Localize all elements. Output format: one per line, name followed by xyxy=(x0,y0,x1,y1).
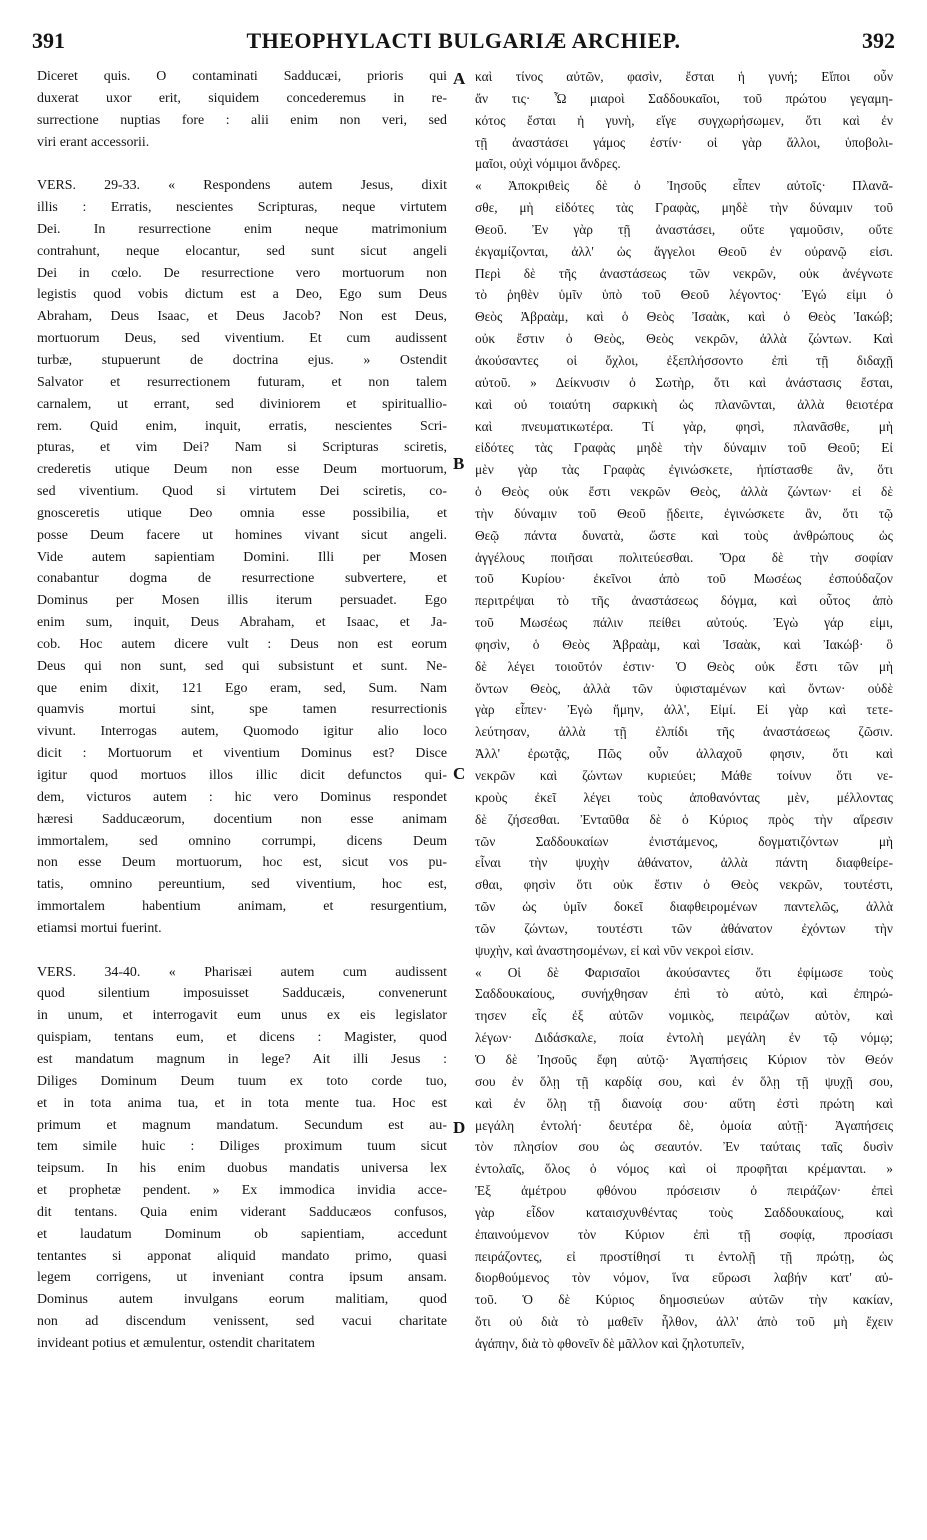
greek-line: ἐντολαῖς, ὅλος ὁ νόμος καὶ οἱ προφῆται κρέμανται. » xyxy=(475,1161,893,1177)
greek-line: κότος ἔσται ἡ γυνὴ, εἴγε συγχωρήσωμεν, ὅτι καὶ ἐν xyxy=(475,112,893,128)
latin-line: Dominus autem invulgans eorum malitiam, quod xyxy=(37,1292,447,1308)
latin-gap xyxy=(37,153,447,175)
greek-line: ἀκούσαντες οἱ ὄχλοι, ἐξεπλήσσοντο ἐπὶ τῇ διδαχῇ xyxy=(475,352,893,368)
greek-line: τὸ ῥηθὲν ὑμῖν ὑπὸ τοῦ Θεοῦ λέγοντος· Ἐγώ εἰμι ὁ xyxy=(475,287,893,303)
latin-line: illis : Erratis, nescientes Scripturas, neque virtutem xyxy=(37,200,447,216)
latin-line: sed viventium. Quod si virtutem Dei sciretis, co- xyxy=(37,484,447,500)
latin-line: quod silentium imposuisset Sadducæis, convenerunt xyxy=(37,986,447,1002)
latin-line: Salvator et resurrectionem futuram, et non talem xyxy=(37,374,447,390)
greek-line: τὸν πλησίον σου ὡς σεαυτόν. Ἐν ταύταις ταῖς δυσὶν xyxy=(475,1139,893,1155)
latin-line: viri erant accessorii. xyxy=(37,134,150,150)
latin-line: dit tentans. Quia enim viderant Sadducæos confusos, xyxy=(37,1204,447,1220)
latin-line: invideant potius et æmulentur, ostendit charitatem xyxy=(37,1335,315,1351)
greek-line: Ἀλλ' ἐρωτᾷς, Πῶς οὖν ἀλλαχοῦ φησιν, ὅτι καὶ xyxy=(475,746,893,762)
greek-line: μὲν γὰρ τὰς Γραφὰς ἐγινώσκετε, ἠπίστασθε ἂν, ὅτι xyxy=(475,462,893,478)
greek-line: « Ἀποκριθεὶς δὲ ὁ Ἰησοῦς εἶπεν αὐτοῖς· Πλανᾶ- xyxy=(475,178,893,194)
greek-line: ὅτι οὐ διὰ τὸ μαθεῖν ἦλθον, ἀλλ' ἀπὸ τοῦ μὴ ἔχειν xyxy=(475,1314,893,1330)
latin-line: Dominus per Mosen illis iterum persuadet. Ego xyxy=(37,593,447,609)
latin-line: cob. Hoc autem dicere vult : Deus non est eorum xyxy=(37,636,447,652)
latin-line: carnalem, ut errant, sed diviniorem et spirituallio- xyxy=(37,396,447,412)
latin-line: pturas, et vim Dei? Nam si Scripturas sciretis, xyxy=(37,440,447,456)
greek-line: τοῦ. Ὁ δὲ Κύριος δημοσιεύων αὐτῶν τὴν κακίαν, xyxy=(475,1292,893,1308)
greek-line: Θεὸς Ἀβραὰμ, καὶ ὁ Θεὸς Ἰσαὰκ, καὶ ὁ Θεὸς Ἰακώβ; xyxy=(475,309,893,325)
greek-line: ψυχὴν, καὶ ἀναστησομένων, εἰ καὶ νῦν νεκροὶ εἰσιν. xyxy=(475,942,754,958)
greek-line: Περὶ δὲ τῆς ἀναστάσεως τῶν νεκρῶν, οὐκ ἀνέγνωτε xyxy=(475,265,893,281)
greek-line: πειράζοντες, εἰ προστίθησί τι ἐντολῇ τῇ πρώτῃ, ὡς xyxy=(475,1248,893,1264)
latin-gap xyxy=(37,940,447,962)
latin-line: non esse Deum mortuorum, hoc est, sicut vos pu- xyxy=(37,855,447,871)
greek-line: σου ἐν ὅλῃ τῇ καρδίᾳ σου, καὶ ἐν ὅλῃ τῇ ψυχῇ σου, xyxy=(475,1073,893,1089)
greek-line: λεύτησαν, ἀλλὰ τῇ ἐλπίδι τῆς ἀναστάσεως ζῶσιν. xyxy=(475,724,893,740)
latin-line: et prophetæ pendent. » Ex immodica invidia acce- xyxy=(37,1183,447,1199)
margin-marker-c: C xyxy=(453,764,466,783)
greek-line: περιτρέψαι τὸ τῆς ἀναστάσεως δόγμα, καὶ οὗτος ἀπὸ xyxy=(475,593,893,609)
latin-line: rem. Quid enim, inquit, erratis, nescientes Scri- xyxy=(37,418,447,434)
greek-line: ἀγάπην, διὰ τὸ φθονεῖν δὲ μᾶλλον καὶ ζηλοτυπεῖν, xyxy=(475,1335,745,1351)
latin-line: conabantur dogma de resurrectione subvertere, et xyxy=(37,571,447,587)
latin-line: crederetis utique Deum non esse Deum mortuorum, xyxy=(37,462,447,478)
latin-line: etiamsi mortui fuerint. xyxy=(37,920,162,936)
latin-line: gnosceretis utique Deo omnia esse possibilia, et xyxy=(37,505,447,521)
latin-line: igitur quod mortuos illos illic dicit defunctos qui- xyxy=(37,768,447,783)
latin-line: primum et magnum mandatum. Secundum est au- xyxy=(37,1117,447,1133)
greek-line: μαῖοι, οὐχὶ νόμιμοι ἄνδρες. xyxy=(475,156,621,172)
margin-marker-b: B xyxy=(453,454,465,473)
greek-line: δὲ ζήσεσθαι. Ἐνταῦθα δὲ ὁ Κύριος πρὸς τὴν αἵρεσιν xyxy=(475,811,893,827)
greek-line: τῶν ὡς ὑμῖν δοκεῖ διαφθειρομένων παντελῶς, ἀλλὰ xyxy=(475,899,893,915)
greek-line: καὶ τίνος αὐτῶν, φασὶν, ἔσται ἡ γυνή; Εἴποι οὖν xyxy=(475,69,893,84)
greek-line: εἰδότες τὰς Γραφὰς μηδὲ τὴν δύναμιν τοῦ Θεοῦ; Εἰ xyxy=(475,440,893,456)
latin-line: et laudatum Dominum ob sapientiam, accedunt xyxy=(37,1226,447,1242)
greek-line: τῇ ἀναστάσει γάμος ἐστίν· οἱ γὰρ ἄλλοι, ὑποβολι- xyxy=(475,134,893,150)
latin-line: Dei in cœlo. De resurrectione vero mortuorum non xyxy=(37,265,447,281)
greek-line: κροὺς ἐκεῖ λέγει τοὺς ἀποθανόντας μὲν, μέλλοντας xyxy=(475,789,893,805)
latin-line: immortalem habentium animam, et resurgentium, xyxy=(37,899,447,915)
latin-line: posse Deum facere ut homines vivant sicut angeli. xyxy=(37,527,447,543)
greek-line: σθαι, φησὶν ὅτι οὐκ ἔστιν ὁ Θεὸς νεκρῶν, τουτέστι, xyxy=(475,877,893,893)
greek-line: ὄντων Θεὸς, ἀλλὰ τῶν ὑφισταμένων καὶ ὄντων· οὐδὲ xyxy=(475,680,893,696)
greek-line: « Οἱ δὲ Φαρισαῖοι ἀκούσαντες ὅτι ἐφίμωσε τοὺς xyxy=(475,964,893,980)
latin-line: Diceret quis. O contaminati Sadducæi, prioris qui xyxy=(37,69,447,84)
greek-line: καὶ οὐ τοιαύτη σαρκικὴ ὡς πλανῶνται, ἀλλὰ θειοτέρα xyxy=(475,396,893,412)
latin-line: que enim dixit, 121 Ego eram, sed, Sum. Nam xyxy=(37,680,447,696)
greek-line: ὁ Θεὸς οὐκ ἔστι νεκρῶν Θεὸς, ἀλλὰ ζώντων· εἰ δὲ xyxy=(475,484,893,500)
greek-line: μεγάλη ἐντολή· δευτέρα δὲ, ὁμοία αὐτῇ· Ἀγαπήσεις xyxy=(475,1117,893,1133)
latin-line: vivunt. Interrogas autem, Quomodo igitur alio loco xyxy=(37,724,447,740)
greek-line: φησὶν, ὁ Θεὸς Ἀβραὰμ, καὶ Ἰσαὰκ, καὶ Ἰακώβ· ὃ xyxy=(475,636,893,652)
latin-line: Diliges Dominum Deum tuum ex toto corde tuo, xyxy=(37,1073,447,1089)
greek-line: Σαδδουκαίους, συνήχθησαν ἐπὶ τὸ αὐτὸ, καὶ ἐπηρώ- xyxy=(475,986,893,1002)
greek-line: ἐπαινούμενον τὸν Κύριον ἐπὶ τῇ σοφίᾳ, προσίασι xyxy=(475,1226,893,1242)
latin-line: legistis quod vobis dictum est a Deo, Ego sum Deus xyxy=(37,287,447,303)
greek-line: τῶν Σαδδουκαίων ἐνιστάμενος, δογματιζόντων μὴ xyxy=(475,833,893,849)
latin-line: Dei. In resurrectione enim neque matrimonium xyxy=(37,221,447,237)
greek-line: καὶ πνευματικωτέρα. Τί γὰρ, φησὶ, πλανᾶσθε, μὴ xyxy=(475,418,893,434)
greek-line: τοῦ Μωσέως πάλιν πείθει αὐτούς. Ἐγὼ γάρ εἰμι, xyxy=(475,615,893,631)
latin-column xyxy=(37,66,447,1355)
latin-line: Deus qui non sunt, sed qui subsistunt et sunt. Ne- xyxy=(37,658,447,674)
page-number-right: 392 xyxy=(862,28,895,53)
greek-line: Ὁ δὲ Ἰησοῦς ἔφη αὐτῷ· Ἀγαπήσεις Κύριον τὸν Θεόν xyxy=(475,1051,893,1067)
running-header xyxy=(32,28,895,60)
latin-line: hæresi Sadducæorum, docentium non esse animam xyxy=(37,811,447,827)
greek-line: νεκρῶν καὶ ζώντων κυριεύει; Μάθε τοίνυν ὅτι νε- xyxy=(475,768,893,783)
margin-marker-a: A xyxy=(453,69,466,88)
latin-line: tem simile huic : Diliges proximum tuum sicut xyxy=(37,1139,447,1155)
latin-line: mortuorum Deus, sed viventium. Et cum audissent xyxy=(37,331,447,347)
latin-line: Vide autem sapientiam Domini. Illi per Mosen xyxy=(37,549,447,565)
latin-line: dicit : Mortuorum et viventium Dominus est? Disce xyxy=(37,746,447,762)
greek-line: Ἐξ ἀμέτρου φθόνου πρόσεισιν ὁ πειράζων· ἐπεὶ xyxy=(475,1183,893,1199)
latin-line: surrectione nuptias fore : alii enim non veri, sed xyxy=(37,112,447,128)
latin-line: contrahunt, neque elocantur, sed sunt sicut angeli xyxy=(37,243,447,259)
greek-line: ἐκγαμίζονται, ἀλλ' ὡς ἄγγελοι Θεοῦ ἐν οὐρανῷ εἰσι. xyxy=(475,243,893,259)
latin-line: et in tota anima tua, et in tota mente tua. Hoc est xyxy=(37,1095,447,1111)
greek-line: οὐκ ἔστιν ὁ Θεὸς, Θεὸς νεκρῶν, ἀλλὰ ζώντων. Καὶ xyxy=(475,331,893,347)
latin-line: quispiam, tentans eum, et dicens : Magister, quod xyxy=(37,1030,447,1046)
latin-line: Abraham, Deus Isaac, et Deus Jacob? Non est Deus, xyxy=(37,309,447,325)
greek-line: τοῦ Κυρίου· ἐκεῖνοι ἀπὸ τοῦ Μωσέως ἐσπούδαζον xyxy=(475,571,893,587)
greek-line: ἄν τις· Ὦ μιαροὶ Σαδδουκαῖοι, τοῦ πρώτου γεγαμη- xyxy=(475,90,893,106)
greek-line: τῶν ζώντων, τουτέστι τῶν ἀθάνατον ἐχόντων τὴν xyxy=(475,920,893,936)
latin-line: VERS. 29-33. « Respondens autem Jesus, dixit xyxy=(37,178,447,194)
running-title: THEOPHYLACTI BULGARIÆ ARCHIEP. xyxy=(246,28,681,53)
latin-line: duxerat uxor erit, siquidem concederemus in re- xyxy=(37,90,447,106)
greek-line: καὶ ἐν ὅλῃ τῇ διανοίᾳ σου· αὕτη ἐστὶ πρώτη καὶ xyxy=(475,1095,893,1111)
latin-line: legem corrigens, ut inveniant contra ipsum ansam. xyxy=(37,1270,447,1286)
latin-line: VERS. 34-40. « Pharisæi autem cum audissent xyxy=(37,964,447,980)
latin-line: non ad discendum venissent, sed vacui charitate xyxy=(37,1314,447,1330)
latin-line: immortalem, sed omnino corrumpi, dicens Deum xyxy=(37,833,447,849)
page-number-left: 391 xyxy=(32,28,65,53)
latin-line: tatis, omnino pereuntium, sed viventium, hoc est, xyxy=(37,877,447,893)
latin-line: turbæ, stupuerunt de doctrina ejus. » Ostendit xyxy=(37,352,447,368)
latin-line: enim sum, inquit, Deus Abraham, et Isaac, et Ja- xyxy=(37,615,447,631)
greek-line: τὴν δύναμιν τοῦ Θεοῦ ᾔδειτε, ἐγινώσκετε ἂν, ὅτι τῷ xyxy=(475,505,893,521)
greek-line: τησεν εἷς ἐξ αὐτῶν νομικὸς, πειράζων αὐτὸν, καὶ xyxy=(475,1008,893,1024)
latin-line: tentantes si apponat aliquid mandato primo, quasi xyxy=(37,1248,447,1264)
greek-line: αὐτοῦ. » Δείκνυσιν ὁ Σωτὴρ, ὅτι καὶ ἀνάστασις ἔσται, xyxy=(475,374,893,390)
greek-line: δὲ λέγει τοιοῦτόν ἐστιν· Ὁ Θεὸς οὐκ ἔστι τῶν μὴ xyxy=(475,658,893,674)
margin-marker-d: D xyxy=(453,1118,466,1137)
greek-line: σθε, μὴ εἰδότες τὰς Γραφὰς, μηδὲ τὴν δύναμιν τοῦ xyxy=(475,200,893,216)
greek-line: γὰρ εἶπεν· Ἐγὼ ἤμην, ἀλλ', Εἰμί. Εἰ γὰρ καὶ τετε- xyxy=(475,702,893,718)
latin-line: teipsum. In his enim duobus mandatis universa lex xyxy=(37,1161,447,1177)
greek-line: εἶναι τὴν ψυχὴν ἀθάνατον, ἀλλὰ πάντη διαφθείρε- xyxy=(475,855,893,871)
greek-line: γὰρ εἶδον καταισχυνθέντας τοὺς Σαδδουκαίους, καὶ xyxy=(475,1204,893,1220)
greek-line: Θεοῦ. Ἐν γὰρ τῇ ἀναστάσει, οὔτε γαμοῦσιν, οὔτε xyxy=(475,221,893,237)
latin-line: quamvis mortui sint, spe tamen resurrectionis xyxy=(37,702,447,718)
greek-line: ἀγγέλους ποιῆσαι πολιτεύεσθαι. Ὅρα δὲ τὴν σοφίαν xyxy=(475,549,893,565)
latin-line: in unum, et interrogavit eum unus ex eis legislator xyxy=(37,1008,447,1024)
greek-line: λέγων· Διδάσκαλε, ποία ἐντολὴ μεγάλη ἐν τῷ νόμῳ; xyxy=(475,1030,893,1046)
greek-line: διορθούμενος τὸν νόμον, ἵνα εὕρωσι λαβήν κατ' αὐ- xyxy=(475,1270,893,1286)
latin-line: est mandatum magnum in lege? Ait illi Jesus : xyxy=(37,1051,447,1067)
latin-line: dem, victuros autem : hic vero Dominus respondet xyxy=(37,789,447,805)
greek-line: Θεῷ πάντα δυνατὰ, ὥστε καὶ τοὺς ἀνθρώπους ὡς xyxy=(475,527,893,543)
greek-column xyxy=(475,66,893,1355)
